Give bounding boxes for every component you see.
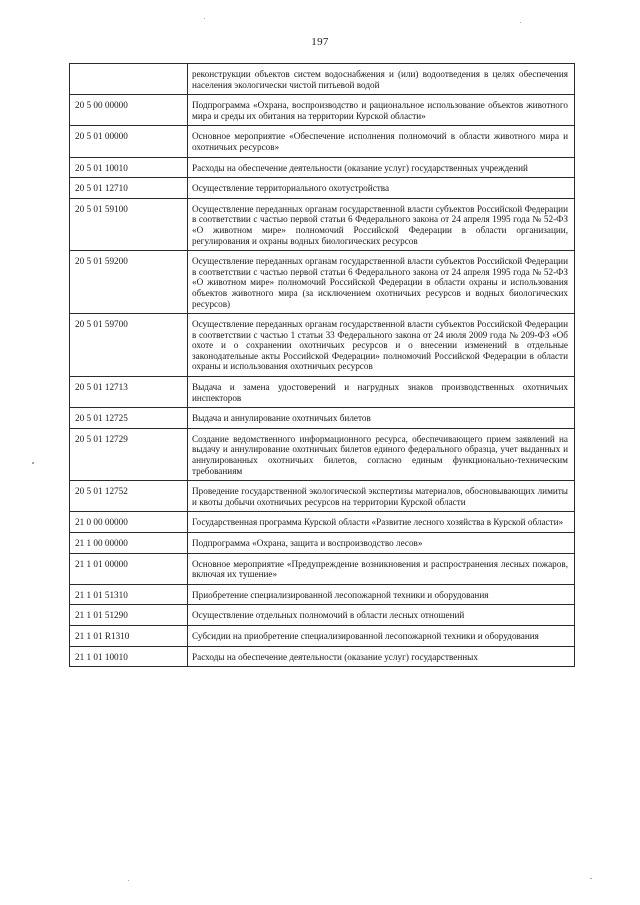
classification-code-cell: 21 0 00 00000 xyxy=(70,512,188,533)
table-row xyxy=(70,251,575,314)
description-cell: Выдача и замена удостоверений и нагрудных знаков производственных охотничьих инспекторов xyxy=(188,377,575,408)
description-cell: реконструкции объектов систем водоснабжения и (или) водоотведения в целях обеспечения населения экологически чистой питьевой водой xyxy=(188,64,575,95)
description-cell: Осуществление отдельных полномочий в области лесных отношений xyxy=(188,605,575,626)
classification-code-cell: 20 5 01 12725 xyxy=(70,408,188,429)
table-row xyxy=(70,198,575,250)
description-cell: Подпрограмма «Охрана, защита и воспроизводство лесов» xyxy=(188,533,575,554)
table-body xyxy=(70,64,575,667)
classification-code-cell: 21 1 01 00000 xyxy=(70,553,188,584)
description-cell: Осуществление территориального охотустройства xyxy=(188,178,575,199)
description-cell: Приобретение специализированной лесопожарной техники и оборудования xyxy=(188,584,575,605)
classification-code-cell xyxy=(70,64,188,95)
classification-code-cell: 21 1 00 00000 xyxy=(70,533,188,554)
description-cell: Основное мероприятие «Обеспечение исполнения полномочий в области животного мира и охотничьих ресурсов» xyxy=(188,126,575,157)
classification-code-cell: 20 5 00 00000 xyxy=(70,95,188,126)
description-cell: Государственная программа Курской области «Развитие лесного хозяйства в Курской области» xyxy=(188,512,575,533)
classification-code-cell: 21 1 01 51310 xyxy=(70,584,188,605)
description-cell: Подпрограмма «Охрана, воспроизводство и рациональное использование объектов животного мира и среды их обитания на территории Курской области» xyxy=(188,95,575,126)
classification-code-cell: 21 1 01 10010 xyxy=(70,646,188,667)
table-row xyxy=(70,428,575,480)
description-cell: Расходы на обеспечение деятельности (оказание услуг) государственных учреждений xyxy=(188,157,575,178)
table-row xyxy=(70,533,575,554)
description-cell: Осуществление переданных органам государственной власти субъектов Российской Федерации в соответствии с частью первой статьи 6 Федерального закона от 24 апреля 1995 года № 52-ФЗ «О животном мире» полномочий Российской Федерации в области организации, регулирования и охраны водных биологических ресурсов xyxy=(188,198,575,250)
classification-code-cell: 20 5 01 12713 xyxy=(70,377,188,408)
table-row xyxy=(70,408,575,429)
classification-code-cell: 20 5 01 12729 xyxy=(70,428,188,480)
table-row xyxy=(70,605,575,626)
table-row xyxy=(70,64,575,95)
description-cell: Основное мероприятие «Предупреждение возникновения и распространения лесных пожаров, включая их тушение» xyxy=(188,553,575,584)
description-cell: Создание ведомственного информационного ресурса, обеспечивающего прием заявлений на выдачу и аннулирование охотничьих билетов единого федерального образца, учет выданных и аннулированных охотничьих билетов, согласно единым функционально-техническим требованиям xyxy=(188,428,575,480)
classification-code-cell: 20 5 01 12752 xyxy=(70,481,188,512)
scan-speck xyxy=(520,22,521,23)
classification-code-cell: 20 5 01 10010 xyxy=(70,157,188,178)
budget-code-table xyxy=(69,63,575,667)
table-row xyxy=(70,157,575,178)
table-row xyxy=(70,625,575,646)
description-cell: Проведение государственной экологической экспертизы материалов, обосновывающих лимиты и квоты добычи охотничьих ресурсов на территории Курской области xyxy=(188,481,575,512)
description-cell: Осуществление переданных органам государственной власти субъектов Российской Федерации в соответствии с частью первой статьи 6 Федерального закона от 24 апреля 1995 года № 52-ФЗ «О животном мире» полномочий Российской Федерации в области охраны и использования объектов животного мира (за исключением охотничьих ресурсов и водных биологических ресурсов) xyxy=(188,251,575,314)
table-row xyxy=(70,126,575,157)
classification-code-cell: 20 5 01 00000 xyxy=(70,126,188,157)
classification-code-cell: 21 1 01 51290 xyxy=(70,605,188,626)
table-row xyxy=(70,646,575,667)
table-row xyxy=(70,95,575,126)
description-cell: Расходы на обеспечение деятельности (оказание услуг) государственных xyxy=(188,646,575,667)
table-row xyxy=(70,481,575,512)
table-row xyxy=(70,314,575,377)
page-number: 197 xyxy=(311,36,329,48)
classification-code-cell: 20 5 01 59200 xyxy=(70,251,188,314)
description-cell: Выдача и аннулирование охотничьих билетов xyxy=(188,408,575,429)
scan-speck xyxy=(204,18,205,19)
classification-code-cell: 21 1 01 R1310 xyxy=(70,625,188,646)
scan-speck xyxy=(590,878,592,879)
table-row xyxy=(70,377,575,408)
description-cell: Осуществление переданных органам государственной власти субъектов Российской Федерации в соответствии с частью 1 статьи 33 Федерального закона от 24 июля 2009 года № 209-ФЗ «Об охоте и о сохранении охотничьих ресурсов и о внесении изменений в отдельные законодательные акты Российской Федерации» полномочий Российской Федерации в области охраны и использования охотничьих ресурсов xyxy=(188,314,575,377)
scan-speck xyxy=(128,880,129,881)
classification-code-cell: 20 5 01 59100 xyxy=(70,198,188,250)
classification-code-cell: 20 5 01 59700 xyxy=(70,314,188,377)
table-row xyxy=(70,584,575,605)
table-row xyxy=(70,553,575,584)
table-row xyxy=(70,512,575,533)
scan-speck xyxy=(32,462,34,464)
description-cell: Субсидии на приобретение специализированной лесопожарной техники и оборудования xyxy=(188,625,575,646)
classification-code-cell: 20 5 01 12710 xyxy=(70,178,188,199)
table-row xyxy=(70,178,575,199)
